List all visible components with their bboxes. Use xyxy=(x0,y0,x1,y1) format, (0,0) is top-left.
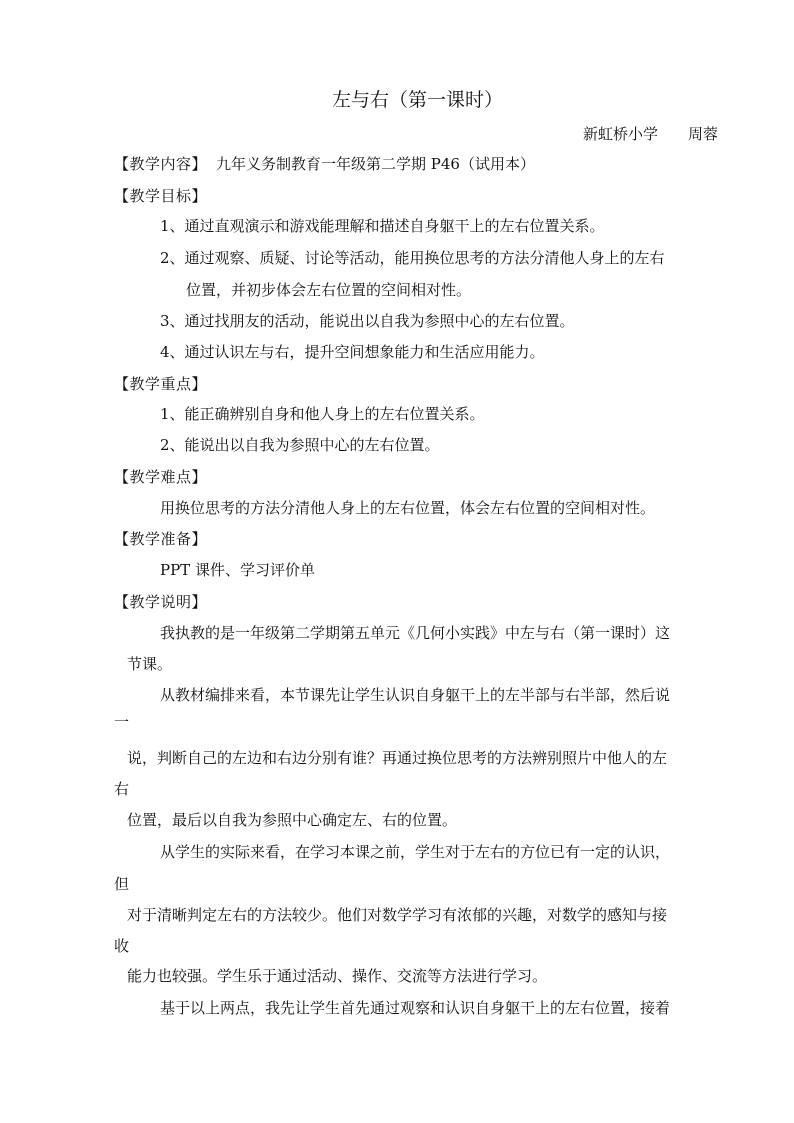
objective-item: 1、通过直观演示和游戏能理解和描述自身躯干上的左右位置关系。 xyxy=(160,217,605,235)
author-line: 新虹桥小学 周蓉 xyxy=(583,125,719,143)
explanation-line: 我执教的是一年级第二学期第五单元《几何小实践》中左与右（第一课时）这 xyxy=(160,624,671,642)
explanation-line: 能力也较强。学生乐于通过活动、操作、交流等方法进行学习。 xyxy=(127,967,548,985)
objective-item: 3、通过找朋友的活动，能说出以自我为参照中心的左右位置。 xyxy=(160,312,575,330)
objective-item: 4、通过认识左与右，提升空间想象能力和生活应用能力。 xyxy=(160,343,545,361)
section-heading-objectives: 【教学目标】 xyxy=(114,187,208,205)
explanation-line: 从教材编排来看，本节课先让学生认识自身躯干上的左半部与右半部，然后说 xyxy=(160,686,671,704)
explanation-line: 右 xyxy=(114,780,130,798)
key-point-item: 2、能说出以自我为参照中心的左右位置。 xyxy=(160,436,440,454)
section-heading-content: 【教学内容】 xyxy=(114,155,208,173)
section-heading-preparation: 【教学准备】 xyxy=(114,530,208,548)
preparation-text: PPT 课件、学习评价单 xyxy=(160,561,315,579)
explanation-line: 从学生的实际来看，在学习本课之前，学生对于左右的方位已有一定的认识， xyxy=(160,843,671,861)
explanation-line: 位置，最后以自我为参照中心确定左、右的位置。 xyxy=(127,811,458,829)
explanation-line: 但 xyxy=(114,875,130,893)
document-title: 左与右（第一课时） xyxy=(332,89,504,111)
objective-item: 位置，并初步体会左右位置的空间相对性。 xyxy=(186,281,472,299)
difficulty-text: 用换位思考的方法分清他人身上的左右位置，体会左右位置的空间相对性。 xyxy=(160,499,656,517)
key-point-item: 1、能正确辨别自身和他人身上的左右位置关系。 xyxy=(160,405,485,423)
section-heading-difficulty: 【教学难点】 xyxy=(114,468,208,486)
objective-item: 2、通过观察、质疑、讨论等活动，能用换位思考的方法分清他人身上的左右 xyxy=(160,249,665,267)
section-heading-explanation: 【教学说明】 xyxy=(114,593,208,611)
explanation-line: 说，判断自己的左边和右边分别有谁？再通过换位思考的方法辨别照片中他人的左 xyxy=(127,749,668,767)
explanation-line: 基于以上两点，我先让学生首先通过观察和认识自身躯干上的左右位置，接着 xyxy=(160,999,671,1017)
section-heading-key-points: 【教学重点】 xyxy=(114,375,208,393)
content-text: 九年义务制教育一年级第二学期 P46（试用本） xyxy=(216,155,535,173)
explanation-line: 对于清晰判定左右的方法较少。他们对数学学习有浓郁的兴趣，对数学的感知与接 xyxy=(127,906,668,924)
explanation-line: 一 xyxy=(114,713,130,731)
explanation-line: 收 xyxy=(114,937,130,955)
explanation-line: 节课。 xyxy=(127,655,173,673)
